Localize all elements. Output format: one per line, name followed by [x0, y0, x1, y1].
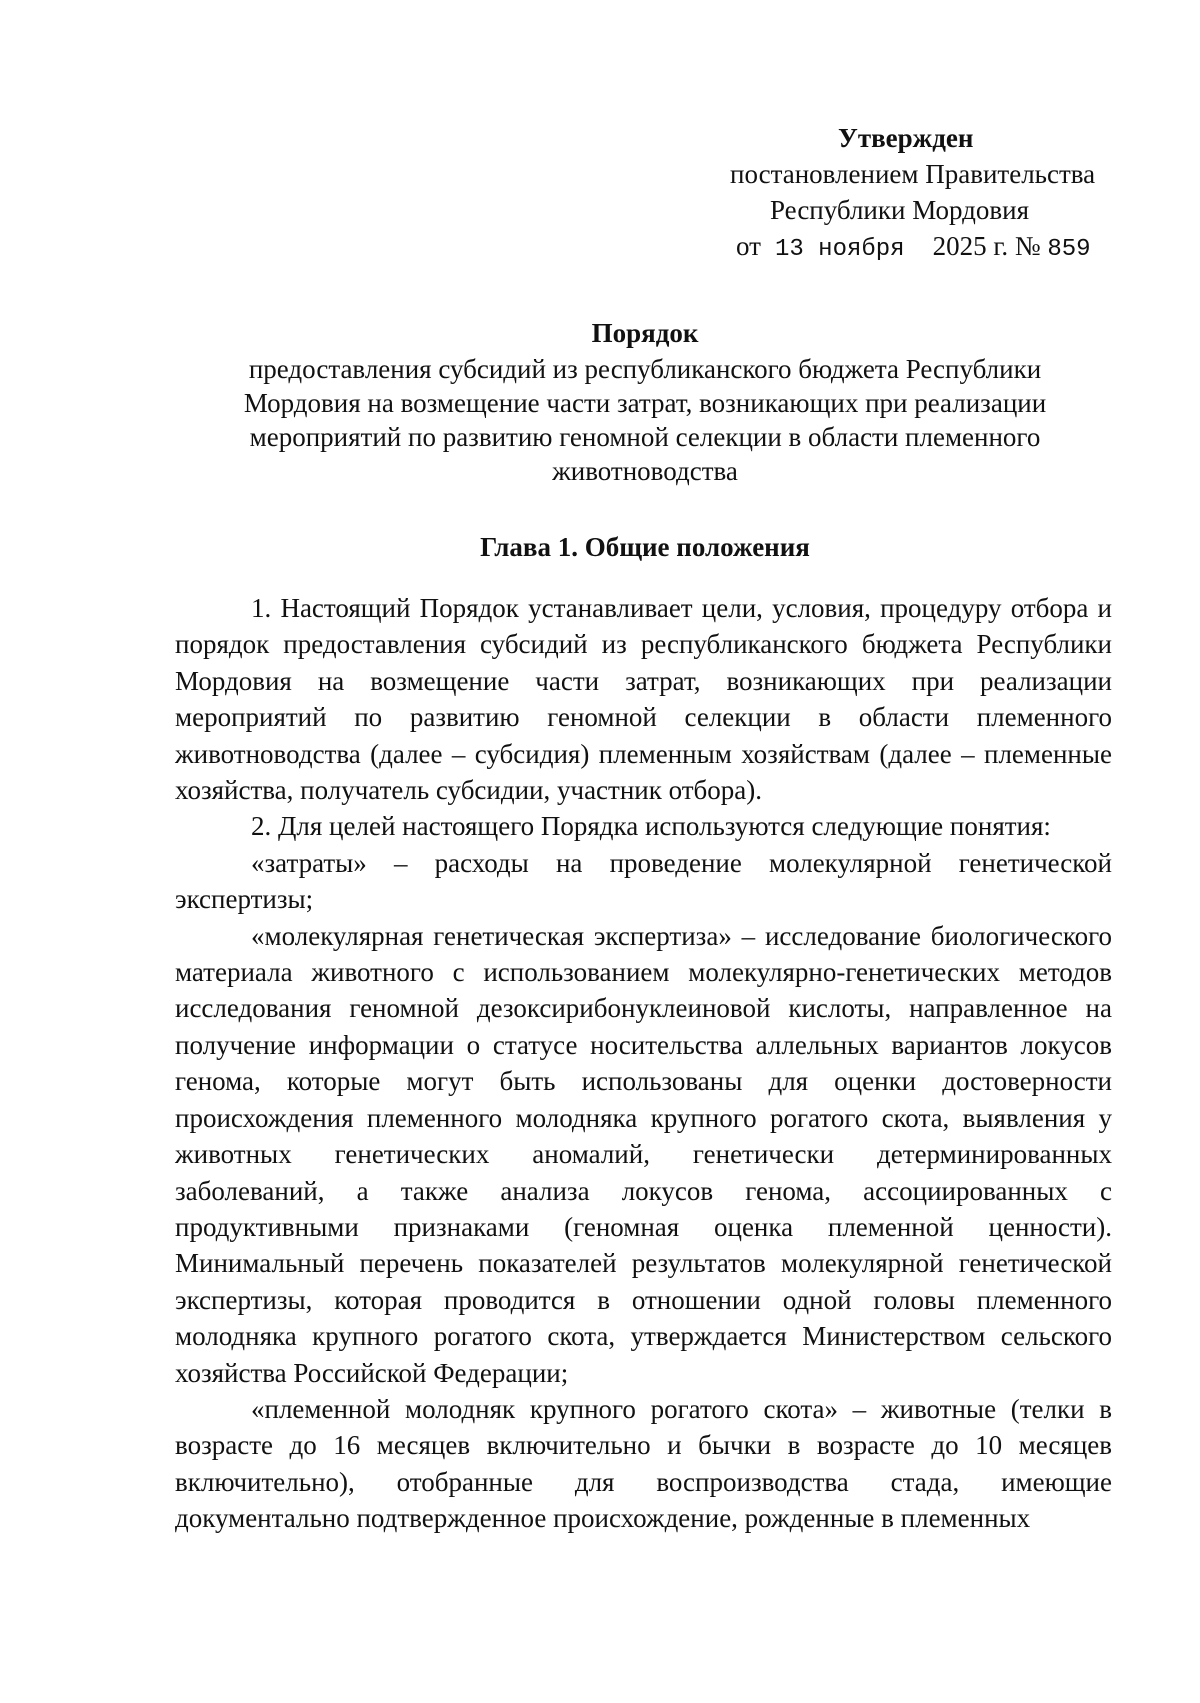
document-subtitle-line: предоставления субсидий из республиканского бюджета Республики [248, 354, 1042, 384]
document-heading: Порядок [591, 318, 699, 348]
approval-number: 859 [1047, 236, 1091, 263]
document-body [175, 590, 1112, 1537]
document-subtitle-line: животноводства [552, 456, 738, 486]
approval-title: Утвержден [838, 123, 974, 153]
approval-date-prefix: от [736, 231, 761, 261]
document-subtitle-line: мероприятий по развитию геномной селекции в области племенного [249, 422, 1041, 452]
approval-date-day-month: 13 ноября [774, 236, 905, 263]
approval-block [720, 120, 1120, 268]
approval-line-republic: Республики Мордовия [770, 195, 1030, 225]
definition-genetic-expertise: «молекулярная генетическая экспертиза» – исследование биологического материала животного с использованием молекулярно-генетических методов исследования геномной дезоксирибонуклеиновой кислоты, направленное на получение информации о статусе носительства аллельных вариантов локусов генома, которые могут быть использованы для оценки достоверности происхождения племенного молодняка крупного рогатого скота, выявления у животных генетических аномалий, генетически детерминированных заболеваний, а также анализа локусов генома, ассоциированных с продуктивными признаками (геномная оценка племенной ценности). Минимальный перечень показателей результатов молекулярной генетической экспертизы, которая проводится в отношении одной головы племенного молодняка крупного рогатого скота, утверждается Министерством сельского хозяйства Российской Федерации; [175, 920, 1112, 1388]
definition-costs: «затраты» – расходы на проведение молекулярной генетической экспертизы; [175, 847, 1112, 915]
document-title-block [170, 316, 1120, 488]
approval-date-line [720, 228, 1120, 268]
approval-date-year: 2025 г. № [932, 231, 1041, 261]
definition-breeding-young-stock: «племенной молодняк крупного рогатого скота» – животные (телки в возрасте до 16 месяцев включительно и бычки в возрасте до 10 месяцев включительно), отобранные для воспроизводства стада, имеющие документально подтвержденное происхождение, рожденные в племенных [175, 1393, 1112, 1534]
document-subtitle-line: Мордовия на возмещение части затрат, возникающих при реализации [243, 388, 1047, 418]
chapter-heading: Глава 1. Общие положения [480, 532, 810, 562]
paragraph-definitions-intro: 2. Для целей настоящего Порядка используются следующие понятия: [251, 811, 1051, 842]
paragraph-purpose: 1. Настоящий Порядок устанавливает цели, условия, процедуру отбора и порядок предоставления субсидий из республиканского бюджета Республики Мордовия на возмещение части затрат, возникающих при реализации мероприятий по развитию геномной селекции в области племенного животноводства (далее – субсидия) племенным хозяйствам (далее – племенные хозяйства, получатель субсидии, участник отбора). [175, 593, 1112, 806]
approval-line-government: постановлением Правительства [730, 159, 1096, 189]
